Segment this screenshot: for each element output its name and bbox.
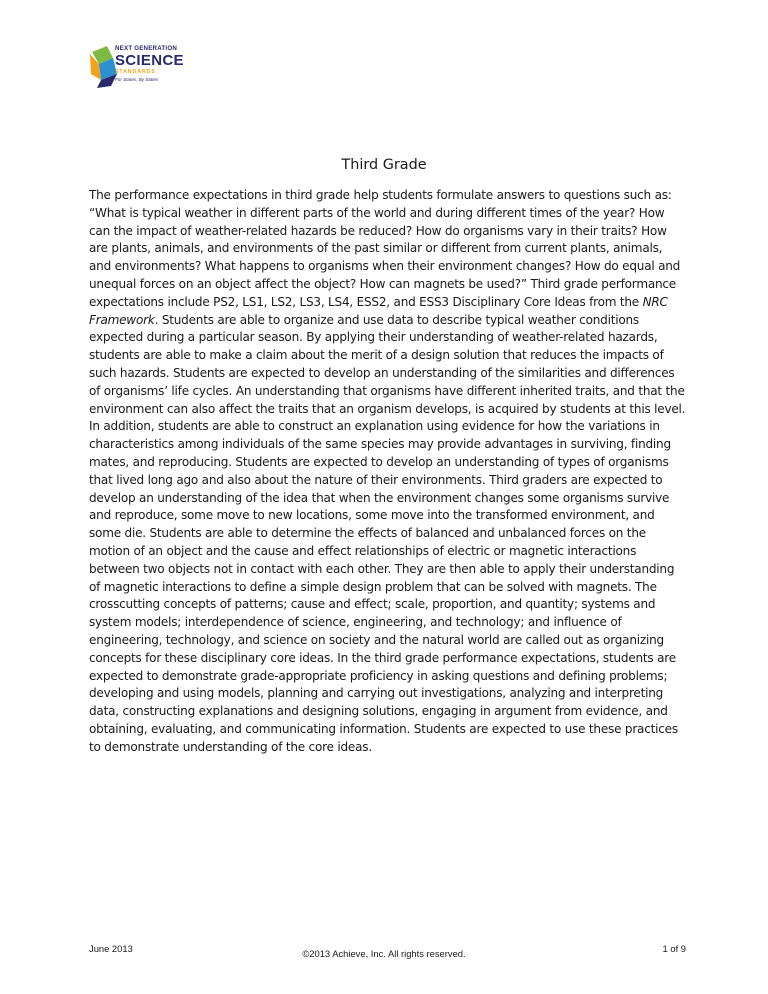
ngss-logo — [89, 42, 189, 94]
logo-line-1: NEXT GENERATION — [115, 45, 178, 52]
paragraph-text-part-1: The performance expectations in third grade help students formulate answers to questions such as: “What is typical weather in different parts of the world and during different times of the year? How can the impact of weather-related hazards be reduced? How do organisms vary in their traits? How are plants, animals, and environments of the past similar or different from current plants, animals, and environments? What happens to organisms when their environment changes? How do equal and unequal forces on an object affect the object? How can magnets be used?” Third grade performance expectations include PS2, LS1, LS2, LS3, LS4, ESS2, and ESS3 Disciplinary Core Ideas from the — [89, 188, 681, 309]
paragraph-text-part-2: . Students are able to organize and use data to describe typical weather conditions expected during a particular season. By applying their understanding of weather-related hazards, students are able to make a claim about the merit of a design solution that reduces the impacts of such hazards. Students are expected to develop an understanding of the similarities and differences of organisms’ life cycles. An understanding that organisms have different inherited traits, and that the environment can also affect the traits that an organism develops, is acquired by students at this level. In addition, students are able to construct an explanation using evidence for how the variations in characteristics among individuals of the same species may provide advantages in surviving, finding mates, and reproducing. Students are expected to develop an understanding of types of organisms that lived long ago and also about the nature of their environments. Third graders are expected to develop an understanding of the idea that when the environment changes some organisms survive and reproduce, some move to new locations, some move into the transformed environment, and some die. Students are able to determine the effects of balanced and unbalanced forces on the motion of an object and the cause and effect relationships of electric or magnetic interactions between two objects not in contact with each other. They are then able to apply their understanding of magnetic interactions to define a simple design problem that can be solved with magnets. The crosscutting concepts of patterns; cause and effect; scale, proportion, and quantity; systems and system models; interdependence of science, engineering, and technology; and influence of engineering, technology, and science on society and the natural world are called out as organizing concepts for these disciplinary core ideas. In the third grade performance expectations, students are expected to demonstrate grade-appropriate proficiency in asking questions and defining problems; developing and using models, planning and carrying out investigations, analyzing and interpreting data, constructing explanations and designing solutions, engaging in argument from evidence, and obtaining, evaluating, and communicating information. Students are expected to use these practices to demonstrate understanding of the core ideas. — [89, 312, 686, 754]
logo-line-3: STANDARDS — [115, 69, 156, 75]
intro-paragraph — [89, 187, 687, 757]
ngss-logo-text — [115, 42, 191, 83]
logo-line-2: SCIENCE — [115, 52, 184, 69]
page-title: Third Grade — [341, 157, 427, 173]
logo-tagline: For States, By States — [115, 77, 159, 82]
footer-page-number: 1 of 9 — [662, 943, 686, 954]
paragraph-emphasis: NRC Framework — [89, 294, 668, 327]
footer-copyright: ©2013 Achieve, Inc. All rights reserved. — [302, 948, 466, 959]
footer-date: June 2013 — [89, 943, 133, 954]
